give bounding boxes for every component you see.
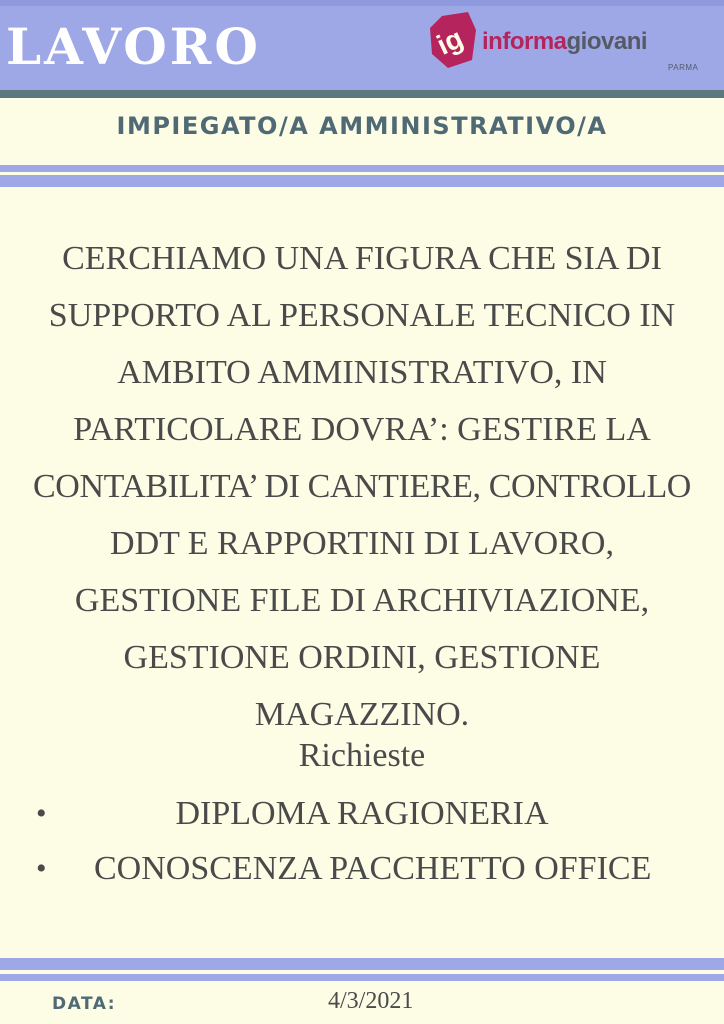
header-divider: [0, 90, 724, 98]
job-description: [0, 230, 724, 743]
logo-mark-icon: [428, 10, 480, 70]
description-line: CERCHIAMO UNA FIGURA CHE SIA DI: [62, 240, 662, 277]
requirement-text: DIPLOMA RAGIONERIA: [175, 795, 549, 832]
band-divider: [0, 974, 724, 981]
requirements-title: Richieste: [298, 737, 426, 774]
band-divider: [0, 165, 724, 172]
description-line: GESTIONE FILE DI ARCHIVIAZIONE,: [74, 582, 650, 619]
description-line: GESTIONE ORDINI, GESTIONE: [123, 639, 601, 676]
description-line: AMBITO AMMINISTRATIVO, IN: [117, 354, 607, 391]
logo-mark-text: ig: [432, 22, 468, 61]
requirement-text: CONOSCENZA PACCHETTO OFFICE: [94, 850, 652, 887]
informagiovani-logo: [428, 10, 718, 74]
job-title: IMPIEGATO/A AMMINISTRATIVO/A: [116, 112, 608, 140]
requirement-item: [0, 845, 724, 893]
section-title: LAVORO: [6, 17, 261, 76]
description-line: MAGAZZINO.: [254, 696, 470, 733]
date-label: DATA:: [52, 994, 116, 1014]
description-line: DDT E RAPPORTINI DI LAVORO,: [110, 525, 614, 562]
logo-word-informa: informa: [482, 28, 567, 55]
header-banner: [0, 0, 724, 90]
header-top-stripe: [0, 0, 724, 6]
band-divider: [0, 175, 724, 187]
logo-wordmark: [482, 30, 647, 54]
logo-subtitle: PARMA: [668, 63, 699, 72]
bullet-icon: •: [36, 797, 47, 830]
description-line: PARTICOLARE DOVRA’: GESTIRE LA: [73, 411, 651, 448]
band-divider: [0, 958, 724, 970]
description-line: SUPPORTO AL PERSONALE TECNICO IN: [48, 297, 676, 334]
logo-word-giovani: giovani: [566, 28, 648, 55]
bullet-icon: •: [36, 852, 47, 885]
date-value: 4/3/2021: [328, 988, 414, 1014]
description-line: CONTABILITA’ DI CANTIERE, CONTROLLO: [33, 468, 691, 505]
requirement-item: [0, 790, 724, 838]
